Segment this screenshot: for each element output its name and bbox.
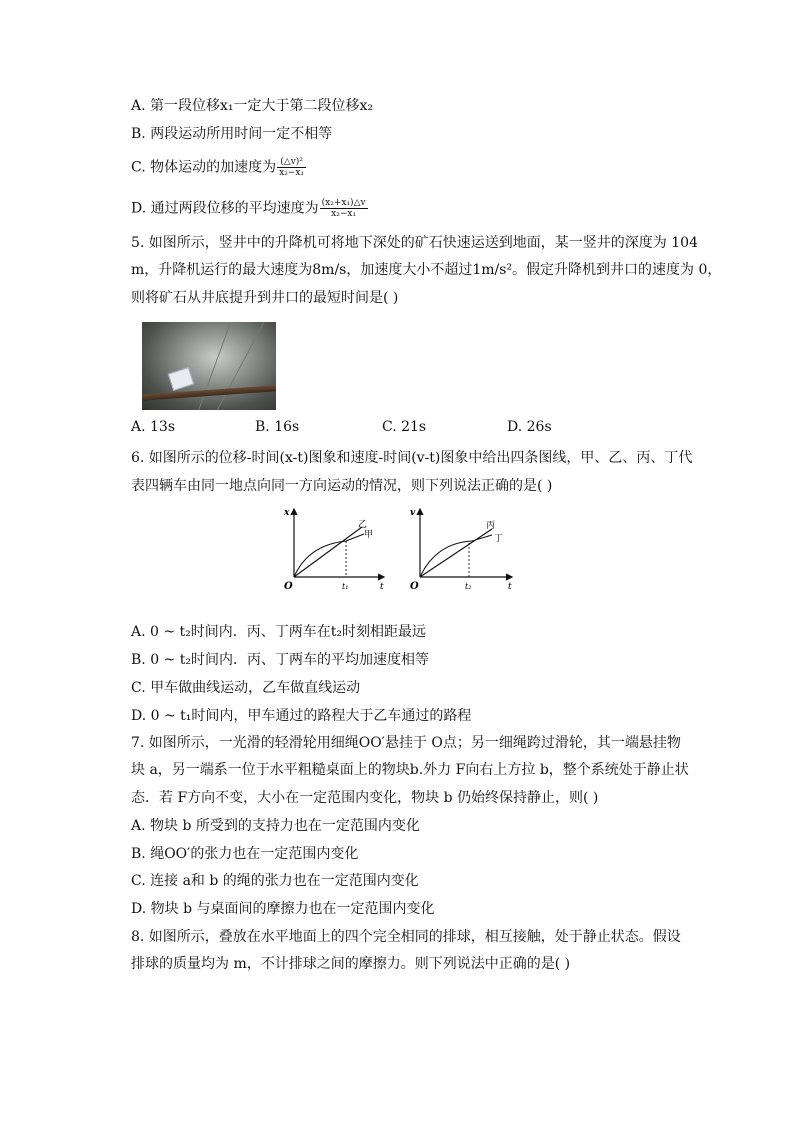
origin-label: O bbox=[284, 581, 293, 592]
q7-stem-line1: 7. 如图所示，一光滑的轻滑轮用细绳OO′悬挂于 O点；另一细绳跨过滑轮，其一端悬挂物 bbox=[131, 735, 681, 751]
q7-option-c: C. 连接 a和 b 的绳的张力也在一定范围内变化 bbox=[131, 873, 419, 889]
x-axis-label: t bbox=[380, 582, 384, 592]
q7-stem-line3: 态．若 F方向不变，大小在一定范围内变化，物块 b 仍始终保持静止，则( ) bbox=[131, 790, 599, 806]
label-yi: 乙 bbox=[358, 520, 368, 530]
q7-option-a: A. 物块 b 所受到的支持力也在一定范围内变化 bbox=[131, 818, 420, 834]
photo-cable bbox=[192, 322, 234, 410]
y-axis-label: x bbox=[284, 508, 290, 518]
xt-graph bbox=[280, 503, 390, 595]
tick-t2: t₂ bbox=[465, 582, 472, 591]
label-bing: 丙 bbox=[486, 521, 496, 531]
q4-option-b: B. 两段运动所用时间一定不相等 bbox=[131, 126, 333, 142]
q4-option-d-fraction bbox=[320, 198, 368, 219]
q6-option-d: D. 0 ~ t₁时间内，甲车通过的路程大于乙车通过的路程 bbox=[131, 708, 472, 724]
label-ding: 丁 bbox=[494, 534, 504, 544]
origin-label: O bbox=[410, 581, 419, 592]
x-axis-label: t bbox=[508, 582, 512, 592]
mine-shaft-photo bbox=[142, 322, 276, 410]
q4-option-a: A. 第一段位移x₁一定大于第二段位移x₂ bbox=[131, 98, 374, 114]
q5-stem-line1: 5. 如图所示，竖井中的升降机可将地下深处的矿石快速运送到地面，某一竖井的深度为 104 bbox=[131, 235, 698, 251]
q5-option-a: A. 13s bbox=[131, 419, 176, 435]
photo-rail bbox=[142, 385, 276, 400]
q6-option-a: A. 0 ~ t₂时间内．丙、丁两车在t₂时刻相距最远 bbox=[131, 624, 427, 640]
q6-option-b: B. 0 ~ t₂时间内．丙、丁两车的平均加速度相等 bbox=[131, 652, 429, 668]
fraction-denominator: x₂−x₁ bbox=[331, 209, 357, 219]
q4-option-d bbox=[131, 198, 368, 219]
line-ding bbox=[420, 529, 492, 577]
photo-cable bbox=[209, 322, 266, 410]
q4-option-c-text: C. 物体运动的加速度为 bbox=[131, 159, 277, 176]
q4-option-c-fraction bbox=[277, 157, 306, 178]
q6-option-c: C. 甲车做曲线运动，乙车做直线运动 bbox=[131, 680, 361, 696]
q7-option-d: D. 物块 b 与桌面间的摩擦力也在一定范围内变化 bbox=[131, 901, 435, 917]
q7-option-b: B. 绳OO′的张力也在一定范围内变化 bbox=[131, 846, 359, 862]
line-yi bbox=[294, 527, 362, 577]
q5-option-c: C. 21s bbox=[382, 419, 427, 435]
q6-stem-line1: 6. 如图所示的位移-时间(x-t)图象和速度-时间(v-t)图象中给出四条图线，甲、乙、丙、丁代 bbox=[131, 450, 693, 466]
vt-graph bbox=[406, 503, 518, 595]
q4-option-c bbox=[131, 157, 306, 178]
q5-options bbox=[131, 419, 691, 439]
q5-stem-line3: 则将矿石从井底提升到井口的最短时间是( ) bbox=[131, 290, 399, 306]
q6-stem-line2: 表四辆车由同一地点向同一方向运动的情况，则下列说法正确的是( ) bbox=[131, 478, 553, 494]
fraction-numerator: (x₂+x₁)△v bbox=[321, 198, 366, 208]
q5-option-d: D. 26s bbox=[507, 419, 552, 435]
curve-jia bbox=[294, 534, 364, 577]
fraction-denominator: x₂−x₁ bbox=[279, 168, 305, 178]
q4-option-d-text: D. 通过两段位移的平均速度为 bbox=[131, 200, 319, 217]
q8-stem-line1: 8. 如图所示，叠放在水平地面上的四个完全相同的排球，相互接触，处于静止状态。假设 bbox=[131, 929, 681, 945]
q5-stem-line2: m，升降机运行的最大速度为8m/s，加速度大小不超过1m/s²。假定升降机到井口的速度为 0， bbox=[131, 262, 722, 278]
photo-elevator-cage bbox=[168, 367, 194, 391]
curve-bing bbox=[420, 535, 492, 577]
tick-t1: t₁ bbox=[342, 582, 349, 591]
q7-stem-line2: 块 a，另一端系一位于水平粗糙桌面上的物块b.外力 F向右上方拉 b，整个系统处于静止状 bbox=[131, 762, 689, 778]
y-axis-label: v bbox=[410, 508, 416, 518]
q8-stem-line2: 排球的质量均为 m，不计排球之间的摩擦力。则下列说法中正确的是( ) bbox=[131, 956, 571, 972]
label-jia: 甲 bbox=[364, 530, 374, 540]
q5-option-b: B. 16s bbox=[255, 419, 300, 435]
fraction-numerator: (△v)² bbox=[277, 157, 306, 168]
